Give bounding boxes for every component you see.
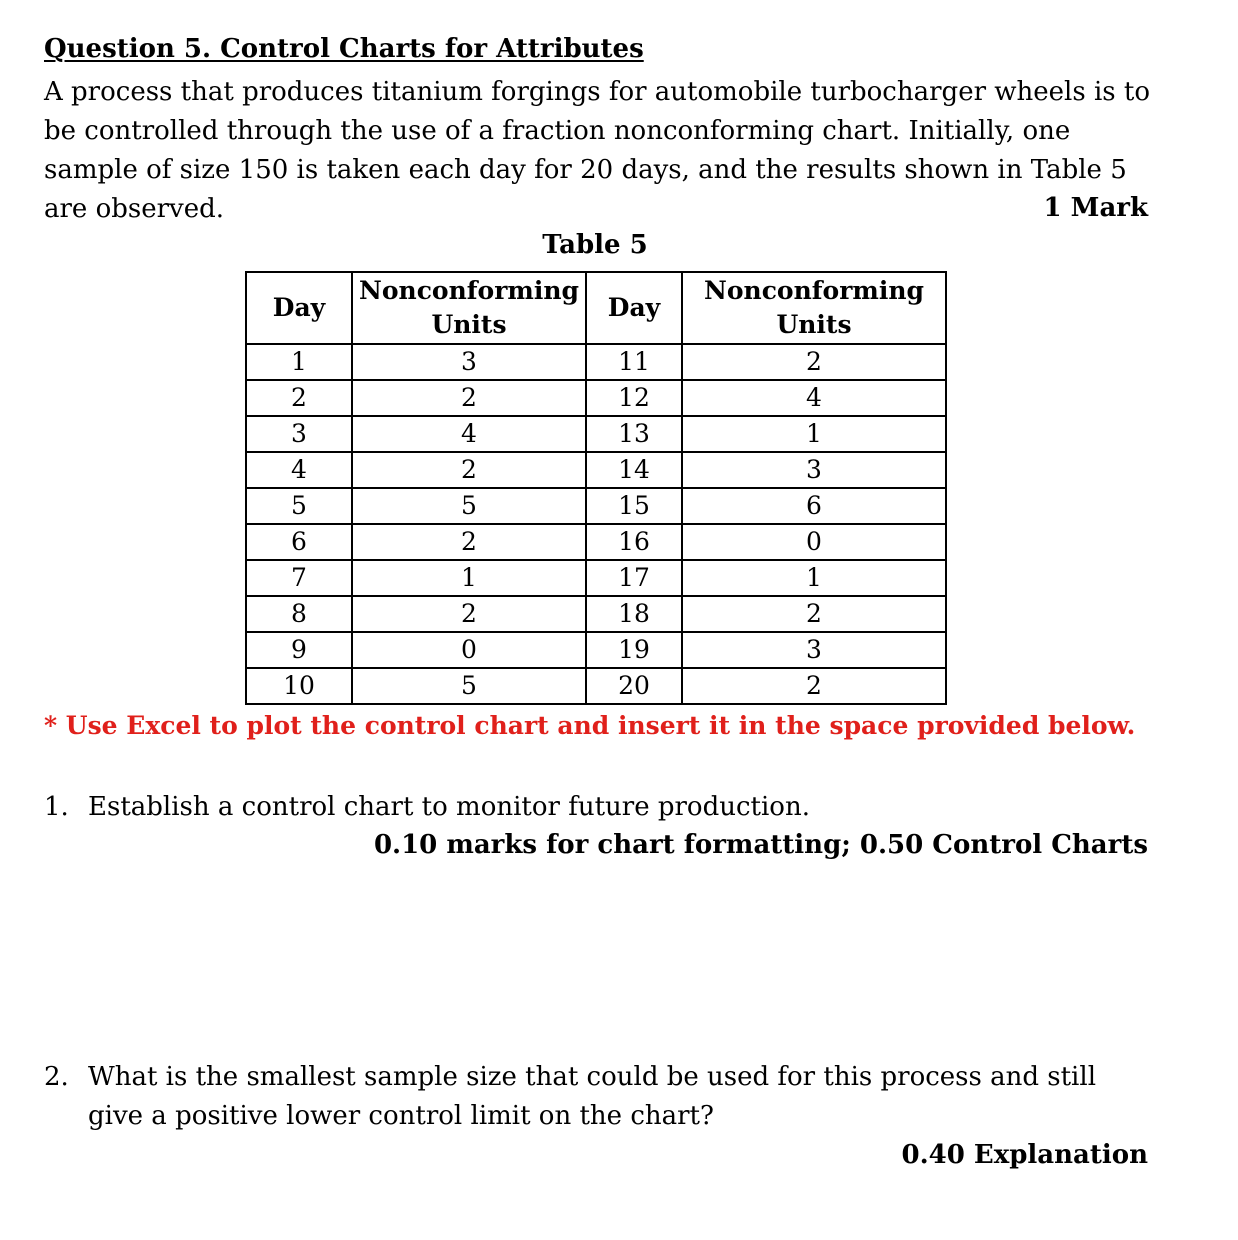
table-cell: 11	[586, 344, 682, 380]
table-cell: 14	[586, 452, 682, 488]
table-cell: 12	[586, 380, 682, 416]
table-cell: 1	[682, 560, 946, 596]
table-cell: 7	[246, 560, 352, 596]
header-nonconforming-2: Nonconforming Units	[682, 272, 946, 344]
table-cell: 1	[246, 344, 352, 380]
header-nonconforming-1: Nonconforming Units	[352, 272, 586, 344]
table-cell: 2	[682, 596, 946, 632]
question-title: Question 5. Control Charts for Attributes	[44, 34, 644, 64]
table-row	[246, 524, 946, 560]
table-cell: 15	[586, 488, 682, 524]
table-cell: 2	[246, 380, 352, 416]
part-2-marks: 0.40 Explanation	[901, 1140, 1148, 1170]
table-cell: 18	[586, 596, 682, 632]
table-cell: 17	[586, 560, 682, 596]
table-cell: 0	[682, 524, 946, 560]
table-cell: 19	[586, 632, 682, 668]
excel-note: * Use Excel to plot the control chart and insert it in the space provided below.	[44, 711, 1136, 740]
table-cell: 2	[682, 668, 946, 704]
table-cell: 3	[682, 632, 946, 668]
question-mark: 1 Mark	[1043, 193, 1148, 223]
part-2-number: 2.	[44, 1062, 69, 1092]
table-row	[246, 416, 946, 452]
table-cell: 2	[352, 524, 586, 560]
table-body	[246, 344, 946, 704]
table-caption: Table 5	[542, 230, 648, 260]
table-cell: 4	[352, 416, 586, 452]
table-row	[246, 452, 946, 488]
table-cell: 0	[352, 632, 586, 668]
table-cell: 16	[586, 524, 682, 560]
table-cell: 13	[586, 416, 682, 452]
part-1-text: Establish a control chart to monitor future production.	[88, 792, 810, 822]
table-row	[246, 560, 946, 596]
table-cell: 4	[246, 452, 352, 488]
table-row	[246, 488, 946, 524]
header-day-1: Day	[246, 272, 352, 344]
table-cell: 3	[352, 344, 586, 380]
table-cell: 6	[682, 488, 946, 524]
data-table	[245, 271, 947, 705]
table-cell: 5	[352, 488, 586, 524]
table-row	[246, 668, 946, 704]
part-1-marks: 0.10 marks for chart formatting; 0.50 Control Charts	[373, 830, 1148, 860]
table-cell: 3	[246, 416, 352, 452]
table-cell: 2	[352, 596, 586, 632]
part-1	[44, 788, 1154, 827]
table-row	[246, 380, 946, 416]
part-2-text: What is the smallest sample size that could be used for this process and still give a positive lower control limit on the chart?	[88, 1062, 1097, 1131]
table-cell: 6	[246, 524, 352, 560]
table-cell: 5	[246, 488, 352, 524]
table-cell: 2	[352, 452, 586, 488]
table-row	[246, 596, 946, 632]
table-row	[246, 632, 946, 668]
table-cell: 10	[246, 668, 352, 704]
table-cell: 2	[682, 344, 946, 380]
table-cell: 20	[586, 668, 682, 704]
question-paragraph: A process that produces titanium forgings for automobile turbocharger wheels is to be controlled through the use of a fraction nonconforming chart. Initially, one sample of size 150 is taken each day for 20 days, and the results shown in Table 5 are observed.	[44, 77, 1150, 224]
part-2	[44, 1058, 1154, 1136]
table-cell: 5	[352, 668, 586, 704]
part-1-number: 1.	[44, 792, 69, 822]
header-day-2: Day	[586, 272, 682, 344]
table-cell: 4	[682, 380, 946, 416]
table-cell: 2	[352, 380, 586, 416]
table-cell: 1	[682, 416, 946, 452]
table-cell: 8	[246, 596, 352, 632]
table-cell: 1	[352, 560, 586, 596]
table-row	[246, 344, 946, 380]
table-cell: 9	[246, 632, 352, 668]
table-header-row	[246, 272, 946, 344]
table-cell: 3	[682, 452, 946, 488]
